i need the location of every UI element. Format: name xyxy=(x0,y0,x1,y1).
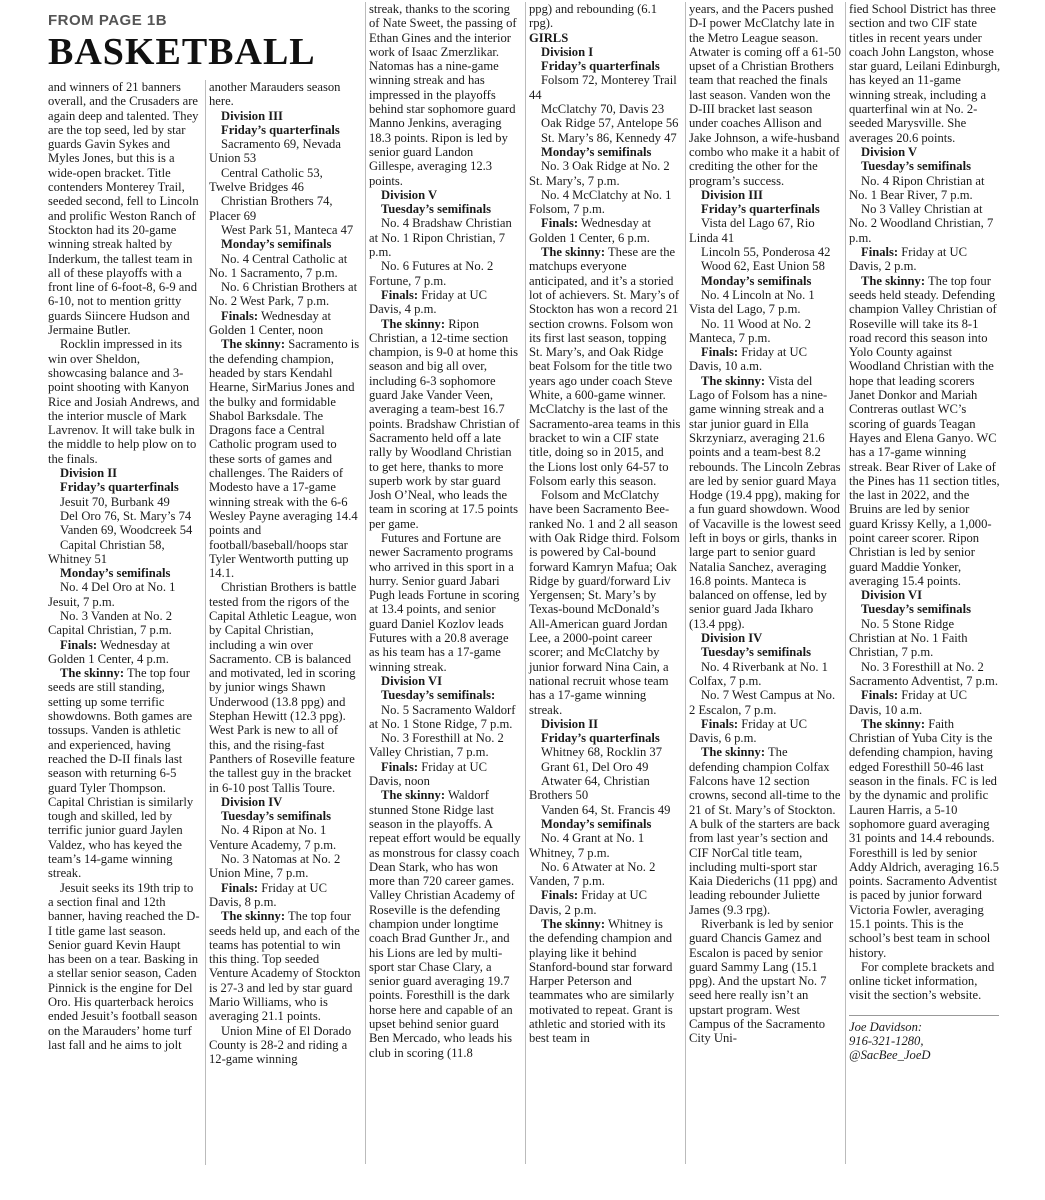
paragraph-text: No. 6 Christian Brothers at No. 2 West Park, 7 p.m. xyxy=(209,280,358,309)
paragraph xyxy=(369,760,521,789)
subhead xyxy=(529,817,681,831)
lead-in: The skinny: xyxy=(861,273,926,288)
paragraph-text: Division III xyxy=(221,108,283,123)
column-divider xyxy=(525,2,526,1164)
paragraph-text: ppg) and rebounding (6.1 rpg). xyxy=(529,2,658,31)
paragraph-text: No. 3 Vanden at No. 2 Capital Christian, 7 p.m. xyxy=(48,608,173,638)
paragraph xyxy=(689,660,841,689)
lead-in: The skinny: xyxy=(221,337,286,352)
paragraph-text: Atwater 64, Christian Brothers 50 xyxy=(529,774,650,803)
lead-in: Finals: xyxy=(701,716,739,731)
paragraph xyxy=(369,2,521,188)
paragraph xyxy=(529,102,681,116)
paragraph xyxy=(209,1024,361,1067)
subhead xyxy=(48,480,200,494)
paragraph xyxy=(48,337,200,466)
paragraph xyxy=(529,159,681,188)
author-signature-line: 916-321-1280, xyxy=(849,1034,924,1049)
paragraph-text: No. 3 Oak Ridge at No. 2 St. Mary’s, 7 p.m. xyxy=(529,159,670,188)
paragraph xyxy=(849,2,1001,145)
author-signature-line: Joe Davidson: xyxy=(849,1019,923,1034)
paragraph xyxy=(209,823,361,852)
paragraph xyxy=(529,216,681,245)
lead-in: The skinny: xyxy=(701,745,766,760)
paragraph-text: Capital Christian 58, Whitney 51 xyxy=(48,537,165,566)
paragraph xyxy=(689,317,841,346)
paragraph-text: Tuesday’s semifinals xyxy=(221,809,331,824)
paragraph-text: streak, thanks to the scoring of Nate Sweet, the passing of Ethan Gines and the interior work of Isaac Zmerzlikar. Natomas has a nine-game winning streak and has impressed in the playoffs behind star sophomore guard Manno Jenkins, averaging 18.3 points. Ripon is led by senior guard Landon Gillespe, averaging 12.3 points. xyxy=(369,2,517,188)
subhead xyxy=(209,109,361,123)
subhead xyxy=(529,731,681,745)
paragraph-text: Friday’s quarterfinals xyxy=(541,731,660,746)
subhead xyxy=(48,566,200,580)
lead-in: The skinny: xyxy=(541,917,606,931)
subhead xyxy=(209,123,361,137)
paragraph-text: Faith Christian of Yuba City is the defending champion, having edged Foresthill 50-46 last season in the finals. FC is led by the dynamic and prolific Lauren Harris, a 5-10 sophomore guard averaging 31 points and 14.4 rebounds. Foresthill is led by senior Addy Aldrich, averaging 16.5 points. Sacramento Adventist is paced by junior forward Victoria Fowler, averaging 15.1 points. This is the school’s best team in school history. xyxy=(849,716,1000,960)
subhead xyxy=(369,688,521,702)
paragraph xyxy=(529,131,681,145)
lead-in: Finals: xyxy=(221,308,259,323)
column-divider xyxy=(685,2,686,1164)
paragraph xyxy=(369,531,521,674)
paragraph-text: Tuesday’s semifinals xyxy=(381,202,491,217)
paragraph-text: No. 3 Foresthill at No. 2 Sacramento Adventist, 7 p.m. xyxy=(849,659,999,688)
paragraph xyxy=(849,960,1001,1003)
lead-in: The skinny: xyxy=(381,316,446,331)
paragraph xyxy=(689,259,841,273)
author-signature-line: @SacBee_JoeD xyxy=(849,1048,931,1063)
paragraph xyxy=(529,803,681,817)
paragraph-text: For complete brackets and online ticket information, visit the section’s website. xyxy=(849,959,995,1003)
paragraph-text: No. 6 Futures at No. 2 Fortune, 7 p.m. xyxy=(369,259,494,288)
paragraph xyxy=(689,745,841,917)
paragraph xyxy=(689,717,841,746)
paragraph-text: The defending champion Colfax Falcons have 12 section crowns, second all-time to the 21 of St. Mary’s of Stockton. A bulk of the starters are back from last year’s section and CIF NorCal title team, including multi-sport star Kaia Diederichs (11 ppg) and leading rebounder Juliette James (9.3 rpg). xyxy=(689,745,841,917)
lead-in: The skinny: xyxy=(221,909,286,924)
paragraph xyxy=(689,288,841,317)
paragraph-text: GIRLS xyxy=(529,30,569,45)
section-headline: BASKETBALL xyxy=(48,31,316,73)
paragraph xyxy=(48,638,200,667)
paragraph-text: Tuesday’s semifinals xyxy=(861,159,971,174)
paragraph-text: Christian Brothers is battle tested from the rigors of the Capital Athletic League, won by Capital Christian, including a win over Sacramento. CB is balanced and motivated, led in scoring by junior wings Shawn Underwood (13.8 ppg) and Stephan Hewitt (12.3 ppg). West Park is new to all of this, and the rising-fast Panthers of Roseville feature the tallest guy in the bracket in 6-10 post Tallis Toure. xyxy=(209,580,357,795)
subhead xyxy=(369,674,521,688)
paragraph-text: Rocklin impressed in its win over Sheldon, showcasing balance and 3-point shooting with Kanyon Rice and Josiah Andrews, and the interior muscle of Mark Lavrenov. It will take bulk in the middle to help plow on to the finals. xyxy=(48,337,200,466)
paragraph xyxy=(529,488,681,717)
lead-in: The skinny: xyxy=(701,373,766,388)
subhead xyxy=(209,237,361,251)
subhead xyxy=(689,645,841,659)
paragraph xyxy=(529,760,681,774)
paragraph-text: Division I xyxy=(541,44,594,59)
paragraph xyxy=(209,852,361,881)
paragraph xyxy=(529,831,681,860)
paragraph xyxy=(369,216,521,259)
paragraph-text: Division IV xyxy=(221,794,283,809)
paragraph xyxy=(209,166,361,195)
paragraph-text: No. 5 Sacramento Waldorf at No. 1 Stone Ridge, 7 p.m. xyxy=(369,702,516,731)
paragraph-text: Grant 61, Del Oro 49 xyxy=(541,759,649,774)
paragraph-text: Friday’s quarterfinals xyxy=(221,122,340,137)
article-column-3 xyxy=(369,2,521,1060)
paragraph-text: Wood 62, East Union 58 xyxy=(701,259,825,274)
paragraph-text: Division II xyxy=(60,466,118,481)
subhead xyxy=(209,809,361,823)
paragraph-text: Sacramento 69, Nevada Union 53 xyxy=(209,137,341,166)
paragraph xyxy=(849,245,1001,274)
paragraph-text: Oak Ridge 57, Antelope 56 xyxy=(541,116,679,131)
paragraph-text: Friday at UC Davis, 4 p.m. xyxy=(369,287,488,317)
paragraph xyxy=(209,223,361,237)
paragraph-text: Division VI xyxy=(861,588,923,603)
subhead xyxy=(209,795,361,809)
paragraph-text: Friday at UC Davis, 10 a.m. xyxy=(849,688,968,717)
paragraph-text: Wednesday at Golden 1 Center, noon xyxy=(209,308,331,338)
paragraph-text: The top four seeds held steady. Defending champion Valley Christian of Roseville will take its 8-1 road record this season into Yolo County against Woodland Christian with the hope that leading scorers Janet Donkor and Mariah Contreras outlast WC’s scoring of guards Teagan Hayes and Elena Ganyo. WC has a 17-game winning streak. Bear River of Lake of the Pines has 11 section titles, the last in 2022, and the Bruins are led by senior guard Krissy Kelly, a 1,000-point career scorer. Ripon Christian is led by senior guard Maddie Yonker, averaging 15.4 points. xyxy=(849,273,1000,588)
paragraph-text: Sacramento is the defending champion, headed by stars Kendahl Hearne, SirMarius Jones and the bulky and formidable Shabol Barksdale. The Dragons face a Central Catholic program used to these sorts of games and challenges. The Raiders of Modesto have a 17-game winning streak with the 6-6 Wesley Payne averaging 14.4 points and football/baseball/hoops star Tyler Wentworth putting up 14.1. xyxy=(209,337,360,581)
paragraph-text: Division V xyxy=(861,144,918,159)
paragraph-text: Division VI xyxy=(381,673,443,688)
paragraph-text: No. 7 West Campus at No. 2 Escalon, 7 p.m. xyxy=(689,688,836,717)
paragraph-text: Friday at UC Davis, noon xyxy=(369,759,488,789)
paragraph xyxy=(48,580,200,609)
paragraph-text: No. 4 Ripon Christian at No. 1 Bear River, 7 p.m. xyxy=(849,173,985,202)
paragraph-text: Division IV xyxy=(701,631,763,646)
paragraph xyxy=(48,666,200,880)
subhead xyxy=(689,274,841,288)
paragraph xyxy=(529,774,681,803)
subhead xyxy=(48,466,200,480)
paragraph-text: Friday at UC Davis, 6 p.m. xyxy=(689,716,808,746)
paragraph-text: The top four seeds held up, and each of the teams has potential to win this thing. Top seeded Venture Academy of Stockton is 27-3 and led by star guard Mario Williams, who is averaging 21.1 points. xyxy=(209,909,361,1024)
lead-in: Finals: xyxy=(221,880,259,895)
paragraph-text: Wednesday at Golden 1 Center, 4 p.m. xyxy=(48,637,170,666)
subhead xyxy=(369,188,521,202)
paragraph-text: Futures and Fortune are newer Sacramento programs who arrived in this sport in a hurry. Senior guard Jabari Pugh leads Fortune in scoring at 13.4 points, and senior guard Daniel Kozlov leads Futures with a 20.8 average as his team has a 17-game winning streak. xyxy=(369,530,520,674)
paragraph-text: McClatchy 70, Davis 23 xyxy=(541,102,665,117)
paragraph xyxy=(529,917,681,1046)
lead-in: Finals: xyxy=(381,287,419,302)
paragraph xyxy=(209,280,361,309)
paragraph xyxy=(48,881,200,1053)
paragraph xyxy=(369,731,521,760)
paragraph-text: Vanden 69, Woodcreek 54 xyxy=(60,523,193,538)
paragraph-text: Whitney is the defending champion and playing like it behind Stanford-bound star forward Harper Peterson and teammates who are similarly motivated to repeat. Grant is athletic and storied with its best team in xyxy=(529,917,675,1046)
subhead xyxy=(689,202,841,216)
paragraph-text: Monday’s semifinals xyxy=(221,237,332,252)
paragraph xyxy=(48,538,200,567)
paragraph-text: Friday’s quarterfinals xyxy=(701,202,820,217)
paragraph xyxy=(529,73,681,102)
paragraph xyxy=(689,374,841,631)
lead-in: The skinny: xyxy=(541,245,606,260)
article-column-1 xyxy=(48,80,200,1052)
paragraph xyxy=(849,660,1001,689)
paragraph-text: Jesuit 70, Burbank 49 xyxy=(60,494,170,509)
paragraph-text: Vista del Lago 67, Rio Linda 41 xyxy=(689,216,815,245)
paragraph xyxy=(529,2,681,31)
paragraph-text: No. 4 Lincoln at No. 1 Vista del Lago, 7 p.m. xyxy=(689,287,815,317)
paragraph-text: Friday at UC Davis, 8 p.m. xyxy=(209,880,328,909)
paragraph-text: Ripon Christian, a 12-time section champion, is 9-0 at home this season and big all over, including 6-3 sophomore guard Jake Vander Veen, averaging a team-best 16.7 points. Bradshaw Christian of Sacramento held off a late rally by Woodland Christian to get here, thanks to more superb work by star guard Josh O’Neal, who leads the team in scoring at 17.5 points per game. xyxy=(369,316,520,531)
paragraph-text: No. 4 Grant at No. 1 Whitney, 7 p.m. xyxy=(529,831,645,860)
paragraph-text: Lincoln 55, Ponderosa 42 xyxy=(701,245,831,260)
paragraph-text: Christian Brothers 74, Placer 69 xyxy=(209,194,333,223)
paragraph xyxy=(209,909,361,1023)
paragraph xyxy=(689,216,841,245)
subhead xyxy=(689,631,841,645)
paragraph-text: Union Mine of El Dorado County is 28-2 and riding a 12-game winning xyxy=(209,1023,352,1067)
lead-in: Finals: xyxy=(541,888,579,903)
subhead xyxy=(849,159,1001,173)
paragraph-text: Folsom 72, Monterey Trail 44 xyxy=(529,73,677,102)
paragraph-text: No. 5 Stone Ridge Christian at No. 1 Faith Christian, 7 p.m. xyxy=(849,616,968,660)
paragraph xyxy=(689,917,841,1046)
column-divider xyxy=(365,2,366,1164)
subhead xyxy=(529,45,681,59)
paragraph xyxy=(529,188,681,217)
paragraph xyxy=(529,745,681,759)
paragraph xyxy=(48,609,200,638)
subhead xyxy=(529,717,681,731)
paragraph-text: These are the matchups everyone anticipated, and it’s a storied lot of achievers. St. Mary’s of Stockton has won a record 21 section crowns. Folsom won its first last season, topping St. Mary’s, and Oak Ridge beat Folsom for the title two years ago under coach Steve White, a 600-game winner. McClatchy is the last of the Sacramento-area teams in this bracket to win a CIF state title, doing so in 2015, and the Lions lost only 64-57 to Folsom early this season. xyxy=(529,245,681,488)
article-column-4 xyxy=(529,2,681,1046)
paragraph-text: No. 4 Bradshaw Christian at No. 1 Ripon Christian, 7 p.m. xyxy=(369,216,512,260)
paragraph-text: fied School District has three section and two CIF state titles in recent years under coach John Langston, whose star guard, Leilani Edinburgh, has keyed an 11-game winning streak, including a quarterfinal win at No. 2-seeded Marysville. She averages 20.6 points. xyxy=(849,2,1001,145)
paragraph xyxy=(529,116,681,130)
paragraph-text: Tuesday’s semifinals xyxy=(861,602,971,617)
paragraph xyxy=(209,80,361,109)
paragraph-text: No 3 Valley Christian at No. 2 Woodland Christian, 7 p.m. xyxy=(849,202,994,245)
paragraph xyxy=(849,617,1001,660)
paragraph xyxy=(849,274,1001,589)
page-kicker: FROM PAGE 1B xyxy=(48,12,168,29)
lead-in: Finals: xyxy=(541,216,579,231)
lead-in: Finals: xyxy=(701,345,739,360)
subhead xyxy=(689,188,841,202)
lead-in: Finals: xyxy=(60,637,98,652)
paragraph-text: No. 11 Wood at No. 2 Manteca, 7 p.m. xyxy=(689,316,811,345)
article-column-6 xyxy=(849,2,1001,1063)
paragraph xyxy=(209,194,361,223)
signature-rule xyxy=(849,1015,999,1016)
subhead xyxy=(529,59,681,73)
paragraph-text: No. 6 Atwater at No. 2 Vanden, 7 p.m. xyxy=(529,859,656,889)
subhead xyxy=(849,602,1001,616)
paragraph-text: Monday’s semifinals xyxy=(541,816,652,831)
paragraph xyxy=(689,2,841,188)
column-divider xyxy=(205,80,206,1165)
paragraph xyxy=(849,688,1001,717)
paragraph xyxy=(48,509,200,523)
paragraph-text: Wednesday at Golden 1 Center, 6 p.m. xyxy=(529,216,651,245)
paragraph xyxy=(209,337,361,580)
paragraph-text: No. 4 Ripon at No. 1 Venture Academy, 7 p.m. xyxy=(209,823,337,852)
paragraph xyxy=(529,860,681,889)
paragraph xyxy=(209,580,361,794)
paragraph xyxy=(689,688,841,717)
paragraph-text: Jesuit seeks its 19th trip to a section final and 12th banner, having reached the D-I title game last season. Senior guard Kevin Haupt has been on a tear. Basking in a stellar senior season, Caden Pinnick is the engine for Del Oro. His quarterback heroics ended Jesuit’s football season on the Marauders’ home turf last fall and he aims to jolt xyxy=(48,880,200,1052)
paragraph xyxy=(48,523,200,537)
paragraph-text: Whitney 68, Rocklin 37 xyxy=(541,745,663,760)
paragraph xyxy=(849,174,1001,203)
article-column-5 xyxy=(689,2,841,1046)
paragraph xyxy=(849,717,1001,960)
paragraph xyxy=(209,137,361,166)
paragraph-text: Friday at UC Davis, 2 p.m. xyxy=(529,888,648,917)
paragraph xyxy=(48,80,200,337)
lead-in: Finals: xyxy=(861,688,899,703)
paragraph-text: Division III xyxy=(701,187,763,202)
paragraph-text: years, and the Pacers pushed D-I power McClatchy late in the Metro League season. Atwater is coming off a 61-50 upset of a Christian Brothers team that reached the finals last season. Vanden won the D-III bracket last season under coaches Allison and Jake Johnson, a wife-husband combo who make it a habit of crediting the other for the program’s success. xyxy=(689,2,841,188)
lead-in: Finals: xyxy=(861,245,899,260)
article-column-2 xyxy=(209,80,361,1066)
paragraph-text: Monday’s semifinals xyxy=(701,273,812,288)
paragraph xyxy=(369,288,521,317)
paragraph xyxy=(209,252,361,281)
paragraph-text: Friday’s quarterfinals xyxy=(60,480,179,495)
paragraph-text: Monday’s semifinals xyxy=(541,144,652,159)
paragraph-text: Del Oro 76, St. Mary’s 74 xyxy=(60,508,192,523)
paragraph xyxy=(689,245,841,259)
paragraph-text: No. 4 McClatchy at No. 1 Folsom, 7 p.m. xyxy=(529,187,672,217)
paragraph-text: No. 3 Natomas at No. 2 Union Mine, 7 p.m. xyxy=(209,852,341,881)
paragraph-text: Tuesday’s semifinals xyxy=(701,645,811,660)
subhead xyxy=(369,202,521,216)
paragraph-text: Riverbank is led by senior guard Chancis Gamez and Escalon is paced by senior guard Sammy Lang (15.1 ppg). And the upstart No. 7 seed here really isn’t an upstart program. West Campus of the Sacramento City Uni- xyxy=(689,917,834,1046)
paragraph-text: another Marauders season here. xyxy=(209,80,341,109)
paragraph-text: Division II xyxy=(541,716,599,731)
paragraph-text: Division V xyxy=(381,187,438,202)
paragraph-text: No. 4 Central Catholic at No. 1 Sacramento, 7 p.m. xyxy=(209,251,348,280)
paragraph xyxy=(369,259,521,288)
paragraph xyxy=(369,703,521,732)
paragraph-text: Friday’s quarterfinals xyxy=(541,59,660,74)
paragraph-text: The top four seeds are still standing, setting up some terrific showdowns. Both games are tossups. Vanden is athletic and experienced, having reached the D-II finals last season with returning 6-5 guard Tyler Thompson. Capital Christian is similarly tough and skilled, led by terrific junior guard Jaylen Valdez, who has keyed the team’s 14-game winning streak. xyxy=(48,666,194,881)
paragraph-text: No. 4 Del Oro at No. 1 Jesuit, 7 p.m. xyxy=(48,580,176,609)
paragraph-text: Folsom and McClatchy have been Sacramento Bee-ranked No. 1 and 2 all season with Oak Ridge third. Folsom is powered by Cal-bound forward Kamryn Mafua; Oak Ridge by guard/forward Liv Yergensen; St. Mary’s by Texas-bound McDonald’s All-American guard Jordan Lee, a 2000-point career scorer; and McClatchy by junior forward Nina Cain, a national recruit whose team has a 17-game winning streak. xyxy=(529,488,680,717)
paragraph xyxy=(849,202,1001,245)
lead-in: The skinny: xyxy=(60,666,125,681)
paragraph xyxy=(48,495,200,509)
paragraph xyxy=(689,345,841,374)
paragraph-text: West Park 51, Manteca 47 xyxy=(221,222,354,237)
paragraph-text: No. 3 Foresthill at No. 2 Valley Christian, 7 p.m. xyxy=(369,731,504,760)
column-divider xyxy=(845,2,846,1164)
paragraph-text: Friday at UC Davis, 10 a.m. xyxy=(689,345,808,374)
paragraph-text: Monday’s semifinals xyxy=(60,566,171,581)
paragraph-text: and winners of 21 banners overall, and the Crusaders are again deep and talented. They are the top seed, led by star guards Gavin Sykes and Myles Jones, but this is a wide-open bracket. Title contenders Monterey Trail, seeded second, fell to Lincoln and prolific Weston Ranch of Stockton had its 20-game winning streak halted by Inderkum, the tallest team in all of these playoffs with a front line of 6-foot-8, 6-9 and 6-10, not to mention gritty guards Siincere Hudson and Jermaine Butler. xyxy=(48,80,199,338)
paragraph-text: Vanden 64, St. Francis 49 xyxy=(541,802,671,817)
paragraph-text: Waldorf stunned Stone Ridge last season in the playoffs. A repeat effort would be equally as monstrous for classy coach Dean Stark, who has won more than 720 career games. Valley Christian Academy of Roseville is the defending champion under longtime coach Brad Gunther Jr., and his Lions are led by multi-sport star Chase Clary, a senior guard averaging 19.7 points. Foresthill is the dark horse here and capable of an upset behind senior guard Ben Mercado, who leads his club in scoring (11.8 xyxy=(369,788,521,1060)
paragraph-text: St. Mary’s 86, Kennedy 47 xyxy=(541,130,677,145)
subhead xyxy=(849,588,1001,602)
paragraph xyxy=(209,309,361,338)
paragraph xyxy=(209,881,361,910)
paragraph-text: Tuesday’s semifinals: xyxy=(381,688,496,703)
paragraph xyxy=(529,245,681,488)
lead-in: Finals: xyxy=(381,759,419,774)
paragraph-text: Vista del Lago of Folsom has a nine-game winning streak and a star junior guard in Ella Skrzyniarz, averaging 21.6 points and a team-best 8.2 rebounds. The Lincoln Zebras are led by senior guard Maya Hodge (19.4 ppg), making for a fun guard showdown. Wood of Vacaville is the lowest seed left in boys or girls, thanks in large part to senior guard Natalia Sanchez, averaging 16.8 points. Manteca is balanced on offense, led by senior guard Jada Ikharo (13.4 ppg). xyxy=(689,373,841,631)
paragraph-text: Friday at UC Davis, 2 p.m. xyxy=(849,245,968,274)
paragraph-text: Central Catholic 53, Twelve Bridges 46 xyxy=(209,165,323,195)
subhead xyxy=(529,145,681,159)
paragraph-text: No. 4 Riverbank at No. 1 Colfax, 7 p.m. xyxy=(689,659,828,688)
paragraph xyxy=(369,788,521,1060)
paragraph xyxy=(529,888,681,917)
subhead xyxy=(849,145,1001,159)
section-subhead xyxy=(529,31,681,45)
paragraph xyxy=(369,317,521,531)
lead-in: The skinny: xyxy=(861,716,926,731)
lead-in: The skinny: xyxy=(381,788,446,803)
